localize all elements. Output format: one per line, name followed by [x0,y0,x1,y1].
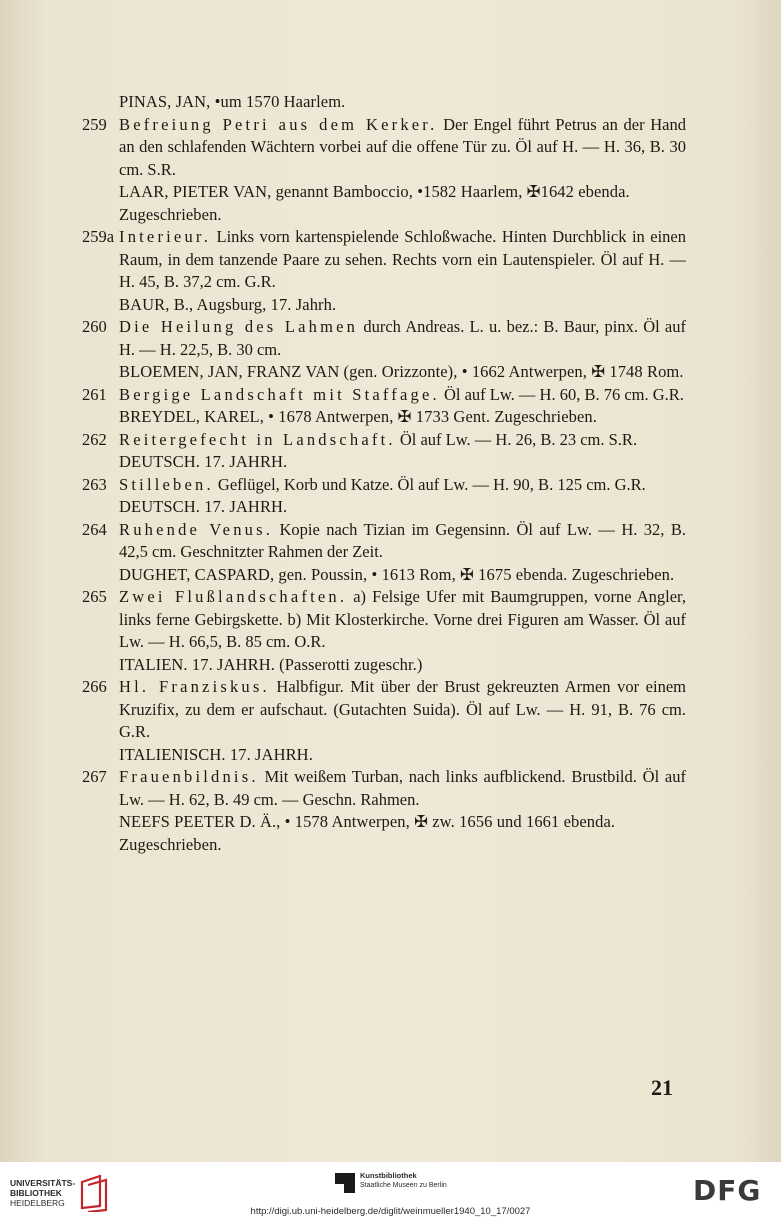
dfg-logo[interactable]: DFG [693,1174,762,1207]
lot-number: 260 [82,317,107,336]
kb-title: Kunstbibliothek [360,1171,417,1180]
artist-heading: DEUTSCH. 17. JAHRH. [119,452,288,471]
kunstbibliothek-logo-icon[interactable] [333,1171,357,1195]
lot-description: Halbfigur. Mit über der Brust gekreuzten Armen vor einem Kruzifix, zu dem er aufschaut. (Gutachten Suida). Öl auf Lw. — H. 91, B. 76 cm. G.R. [119,677,686,741]
lot-title: Die Heilung des Lahmen [119,317,359,336]
lot-number: 259a [82,227,115,246]
lot-description: Mit weißem Turban, nach links aufblickend. Brustbild. Öl auf Lw. — H. 62, B. 49 cm. — Geschn. Rahmen. [119,767,686,809]
lot-description: Geflügel, Korb und Katze. Öl auf Lw. — H. 90, B. 125 cm. G.R. [213,474,646,494]
lot-description: durch Andreas. L. u. bez.: B. Baur, pinx. Öl auf H. — H. 22,5, B. 30 cm. [119,317,686,359]
catalog-entry [82,811,686,856]
catalog-entry [82,451,686,496]
kb-subtitle: Staatliche Museen zu Berlin [360,1182,447,1189]
lot-item [82,384,686,407]
kunstbibliothek-label [360,1171,447,1190]
viewer-footer [0,1162,781,1219]
ub-line-2: BIBLIOTHEK [10,1188,62,1198]
artist-heading: BREYDEL, KAREL, • 1678 Antwerpen, ✠ 1733 Gent. Zugeschrieben. [119,407,597,426]
lot-title: Hl. Franziskus. [119,677,270,696]
lot-number: 263 [82,474,107,494]
artist-heading: BLOEMEN, JAN, FRANZ VAN (gen. Orizzonte), • 1662 Antwerpen, ✠ 1748 Rom. [119,362,684,381]
lot-title: Frauenbildnis. [119,767,259,786]
catalog-entry [82,654,686,744]
lot-item [82,766,686,811]
artist-heading: DEUTSCH. 17. JAHRH. [119,497,288,516]
catalog-entry [82,496,686,564]
lot-item [82,474,686,497]
catalog-entry [82,181,686,294]
lot-number: 259 [82,114,107,134]
lot-title: Ruhende Venus. [119,519,274,539]
catalog-content [82,91,686,856]
artist-heading: PINAS, JAN, •um 1570 Haarlem. [119,92,346,111]
lot-description: Öl auf Lw. — H. 26, B. 23 cm. S.R. [395,429,638,449]
ub-line-1: UNIVERSITÄTS- [10,1178,76,1188]
lot-description: a) Felsige Ufer mit Baumgruppen, vorne Angler, links ferne Gebirgskette. b) Mit Klosterkirche. Vorne drei Figuren am Wasser. Öl auf Lw. — H. 66,5, B. 85 cm. O.R. [119,587,686,651]
lot-title: Bergige Landschaft mit Staffage. [119,384,440,404]
lot-number: 266 [82,677,107,696]
artist-heading: DUGHET, CASPARD, gen. Poussin, • 1613 Rom, ✠ 1675 ebenda. Zugeschrieben. [119,564,675,584]
lot-item [82,586,686,654]
lot-item [82,114,686,182]
ub-heidelberg-label[interactable] [10,1178,75,1208]
ub-line-3: HEIDELBERG [10,1198,65,1208]
artist-heading: ITALIEN. 17. JAHRH. (Passerotti zugeschr.) [119,654,423,674]
permalink-url[interactable]: http://digi.ub.uni-heidelberg.de/diglit/weinmueller1940_10_17/0027 [250,1206,531,1217]
artist-heading: NEEFS PEETER D. Ä., • 1578 Antwerpen, ✠ zw. 1656 und 1661 ebenda. Zugeschrieben. [119,812,616,854]
lot-number: 261 [82,384,107,404]
lot-number: 265 [82,587,107,606]
lot-description: Kopie nach Tizian im Gegensinn. Öl auf Lw. — H. 32, B. 42,5 cm. Geschnitzter Rahmen der Zeit. [119,519,686,561]
lot-title: Interieur. [119,227,212,246]
lot-description: Der Engel führt Petrus an der Hand an den schlafenden Wächtern vorbei auf die offene Tür zu. Öl auf H. — H. 36, B. 30 cm. S.R. [119,114,686,179]
catalog-entry [82,361,686,406]
lot-title: Reitergefecht in Landschaft. [119,429,396,449]
catalog-entry [82,744,686,812]
lot-item [82,316,686,361]
catalog-entry [82,91,686,181]
lot-description: Links vorn kartenspielende Schloßwache. Hinten Durchblick in einen Raum, in dem tanzende Paare zu sehen. Rechts vorn ein Lautenspieler. Öl auf H. — H. 45, B. 37,2 cm. G.R. [119,227,686,291]
lot-number: 267 [82,767,107,786]
lot-number: 264 [82,519,107,539]
artist-heading: LAAR, PIETER VAN, genannt Bamboccio, •1582 Haarlem, ✠1642 ebenda. Zugeschrieben. [119,182,630,224]
artist-heading: BAUR, B., Augsburg, 17. Jahrh. [119,294,337,314]
artist-heading: ITALIENISCH. 17. JAHRH. [119,744,313,764]
lot-title: Stilleben. [119,474,214,494]
lot-item [82,226,686,294]
lot-item [82,429,686,452]
lot-description: Öl auf Lw. — H. 60, B. 76 cm. G.R. [439,384,684,404]
lot-number: 262 [82,429,107,449]
page-number: 21 [651,1075,673,1100]
lot-item [82,519,686,564]
catalog-entry [82,294,686,362]
lot-item [82,676,686,744]
lot-title: Zwei Flußlandschaften. [119,587,348,606]
catalog-entry [82,406,686,451]
lot-title: Befreiung Petri aus dem Kerker. [119,114,438,134]
catalog-entry [82,564,686,654]
